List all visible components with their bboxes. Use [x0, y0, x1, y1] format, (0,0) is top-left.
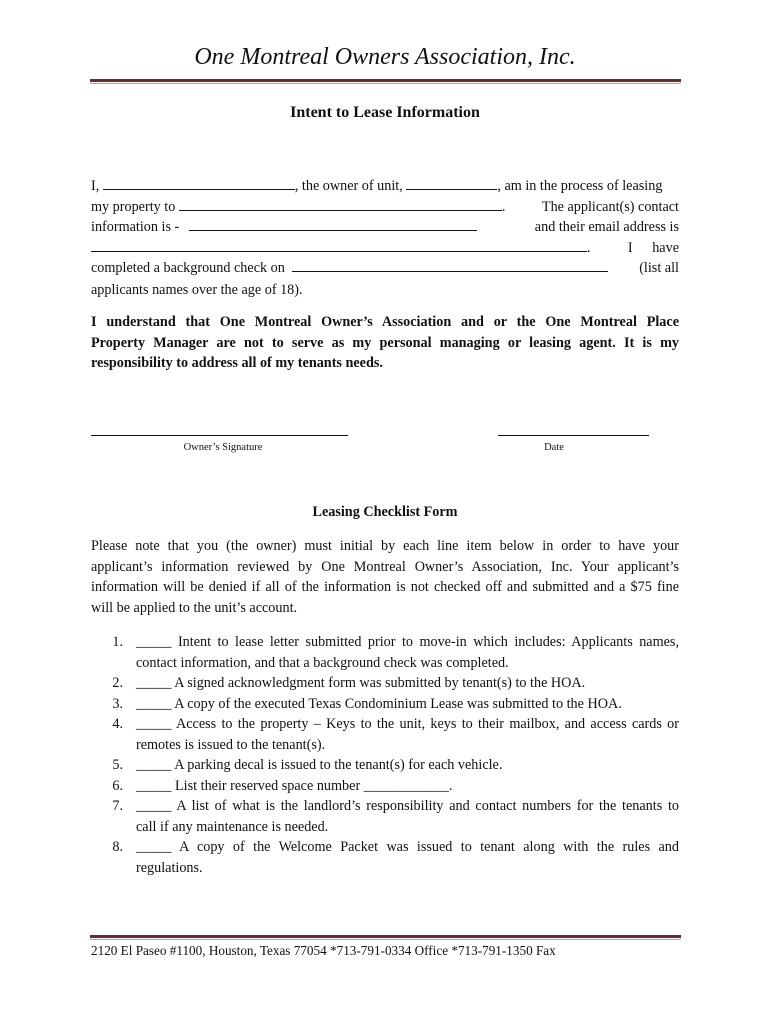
- checklist-item[interactable]: [91, 776, 679, 797]
- item-text: _____ A list of what is the landlord’s responsibility and contact numbers for the tenants to: [136, 798, 679, 814]
- intro-line: Please note that you (the owner) must initial by each line item below in order to have your: [91, 538, 679, 554]
- email-address-field[interactable]: [91, 239, 587, 252]
- contact-info-field[interactable]: [189, 218, 477, 231]
- intent-text: I: [627, 239, 633, 256]
- item-text: contact information, and that a background check was completed.: [136, 654, 509, 671]
- intent-text: have: [652, 239, 679, 256]
- intro-line: applicant’s information reviewed by One Montreal Owner’s Association, Inc. Your applicant’s: [91, 558, 679, 575]
- item-number: 1.: [112, 634, 123, 650]
- item-text: _____ A signed acknowledgment form was submitted by tenant(s) to the HOA.: [136, 675, 586, 691]
- background-check-field[interactable]: [292, 259, 608, 272]
- checklist-item[interactable]: [91, 837, 679, 878]
- item-text: call if any maintenance is needed.: [136, 818, 329, 835]
- header-divider: [90, 79, 681, 84]
- footer-address: 2120 El Paseo #1100, Houston, Texas 77054 *713-791-0334 Office *713-791-1350 Fax: [91, 943, 556, 958]
- item-text: _____ Access to the property – Keys to the unit, keys to their mailbox, and access cards or: [136, 716, 679, 732]
- intent-text: completed a background check on: [91, 260, 285, 276]
- checklist-item[interactable]: [91, 796, 679, 837]
- association-header: One Montreal Owners Association, Inc.: [194, 44, 576, 70]
- checklist-item[interactable]: [91, 632, 679, 673]
- checklist-intro: [91, 536, 679, 618]
- owner-signature-label: Owner’s Signature: [183, 442, 263, 453]
- intent-text: I,: [91, 178, 100, 194]
- date-line[interactable]: [498, 435, 649, 436]
- checklist-item[interactable]: [91, 755, 679, 776]
- checklist-item[interactable]: [91, 694, 679, 715]
- item-number: 8.: [112, 839, 123, 855]
- item-text: regulations.: [136, 859, 203, 876]
- intent-text: .: [587, 239, 591, 256]
- statement-line: responsibility to address all of my tenants needs.: [91, 355, 383, 371]
- intent-text: The applicant(s) contact: [541, 198, 679, 215]
- item-number: 7.: [112, 798, 123, 814]
- checklist-item[interactable]: [91, 673, 679, 694]
- item-number: 6.: [112, 777, 123, 794]
- checklist-item[interactable]: [91, 714, 679, 755]
- intro-line: will be applied to the unit’s account.: [91, 599, 298, 616]
- intent-text: applicants names over the age of 18).: [91, 281, 303, 298]
- intro-line: information will be denied if all of the information is not checked off and submitted and a $75 fine: [91, 579, 679, 595]
- item-text: _____ A copy of the Welcome Packet was issued to tenant along with the rules and: [136, 839, 679, 855]
- item-number: 5.: [112, 757, 123, 773]
- lessee-name-field[interactable]: [179, 198, 502, 211]
- checklist-items: [91, 632, 679, 878]
- intent-text: and their email address is: [534, 219, 679, 235]
- item-text: _____ Intent to lease letter submitted prior to move-in which includes: Applicants names,: [136, 634, 679, 650]
- document-title: Intent to Lease Information: [290, 104, 480, 121]
- footer-divider: [90, 935, 681, 940]
- item-number: 3.: [112, 695, 123, 712]
- owner-name-field[interactable]: [103, 177, 295, 190]
- item-text: remotes is issued to the tenant(s).: [136, 736, 326, 753]
- item-text: _____ A parking decal is issued to the tenant(s) for each vehicle.: [136, 757, 503, 773]
- item-text: _____ List their reserved space number ____________.: [136, 777, 453, 794]
- intent-text: my property to: [91, 198, 176, 215]
- unit-number-field[interactable]: [406, 177, 497, 190]
- intent-text: information is -: [91, 219, 180, 235]
- intent-text: .: [501, 198, 506, 215]
- item-number: 2.: [112, 675, 123, 691]
- date-label: Date: [544, 442, 564, 453]
- owner-signature-line[interactable]: [91, 435, 348, 436]
- understanding-statement: [91, 312, 679, 374]
- item-text: _____ A copy of the executed Texas Condominium Lease was submitted to the HOA.: [136, 695, 622, 712]
- intent-text: (list all: [639, 260, 679, 276]
- intent-text: , am in the process of leasing: [497, 178, 663, 194]
- item-number: 4.: [112, 716, 123, 732]
- checklist-title: Leasing Checklist Form: [312, 504, 458, 520]
- statement-line: I understand that One Montreal Owner’s Association and or the One Montreal Place: [91, 314, 679, 330]
- statement-line: Property Manager are not to serve as my personal managing or leasing agent. It is my: [91, 334, 679, 351]
- intent-paragraph: [91, 176, 679, 300]
- intent-text: , the owner of unit,: [294, 178, 403, 194]
